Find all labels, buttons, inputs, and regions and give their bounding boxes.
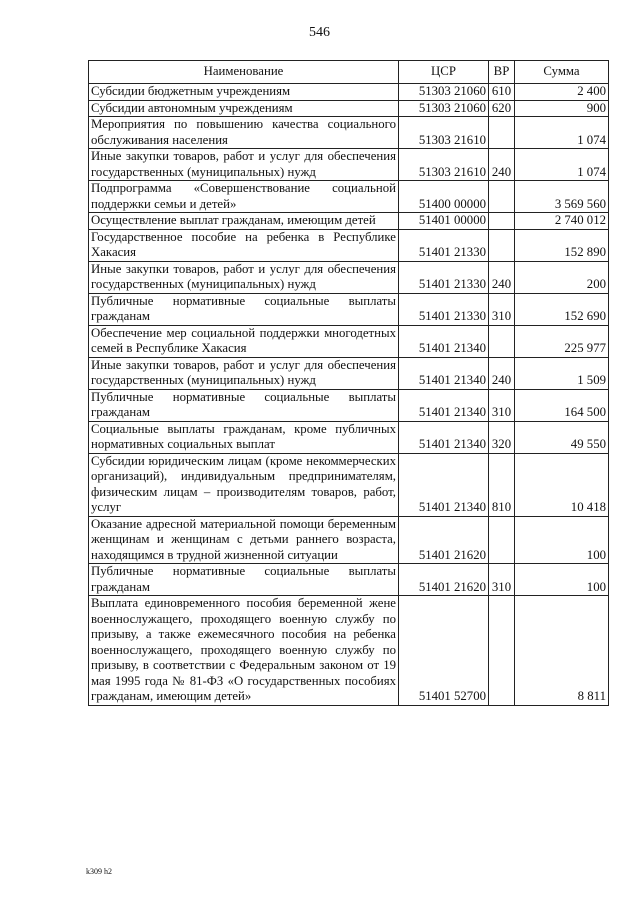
row-sum: 900 <box>515 100 609 117</box>
row-csr: 51401 21330 <box>399 293 489 325</box>
row-name: Социальные выплаты гражданам, кроме публичных нормативных социальных выплат <box>89 421 399 453</box>
row-name: Субсидии автономным учреждениям <box>89 100 399 117</box>
row-name: Иные закупки товаров, работ и услуг для обеспечения государственных (муниципальных) нужд <box>89 357 399 389</box>
row-vr: 310 <box>489 389 515 421</box>
row-sum: 10 418 <box>515 453 609 516</box>
row-vr: 620 <box>489 100 515 117</box>
row-vr <box>489 596 515 706</box>
row-sum: 152 890 <box>515 229 609 261</box>
row-vr: 310 <box>489 293 515 325</box>
row-name: Подпрограмма «Совершенствование социальной поддержки семьи и детей» <box>89 181 399 213</box>
budget-table <box>88 60 609 706</box>
table-row <box>89 516 609 564</box>
header-name: Наименование <box>89 61 399 84</box>
row-sum: 2 740 012 <box>515 213 609 230</box>
row-csr: 51401 21340 <box>399 325 489 357</box>
row-sum: 1 074 <box>515 149 609 181</box>
page-number: 546 <box>309 25 330 40</box>
table-row <box>89 453 609 516</box>
row-name: Выплата единовременного пособия беременной жене военнослужащего, проходящего военную службу по призыву, а также ежемесячного пособия на ребенка военнослужащего, проходящего военную службу по призыву, в соответствии с Федеральным законом от 19 мая 1995 года № 81-ФЗ «О государственных пособиях гражданам, имеющим детей» <box>89 596 399 706</box>
table-row <box>89 100 609 117</box>
row-csr: 51400 00000 <box>399 181 489 213</box>
row-vr: 810 <box>489 453 515 516</box>
table-row <box>89 564 609 596</box>
row-vr: 320 <box>489 421 515 453</box>
table-row <box>89 325 609 357</box>
row-csr: 51401 21620 <box>399 516 489 564</box>
row-vr: 240 <box>489 357 515 389</box>
table-row <box>89 357 609 389</box>
row-sum: 100 <box>515 564 609 596</box>
row-csr: 51303 21610 <box>399 117 489 149</box>
row-sum: 1 074 <box>515 117 609 149</box>
row-name: Субсидии бюджетным учреждениям <box>89 84 399 101</box>
header-sum: Сумма <box>515 61 609 84</box>
row-vr <box>489 229 515 261</box>
table-header-row <box>89 61 609 84</box>
table-row <box>89 389 609 421</box>
row-vr: 240 <box>489 149 515 181</box>
table-row <box>89 84 609 101</box>
row-csr: 51303 21610 <box>399 149 489 181</box>
row-sum: 152 690 <box>515 293 609 325</box>
row-name: Публичные нормативные социальные выплаты гражданам <box>89 564 399 596</box>
row-name: Иные закупки товаров, работ и услуг для обеспечения государственных (муниципальных) нужд <box>89 261 399 293</box>
header-vr: ВР <box>489 61 515 84</box>
row-vr: 310 <box>489 564 515 596</box>
header-csr: ЦСР <box>399 61 489 84</box>
row-vr <box>489 516 515 564</box>
table-row <box>89 229 609 261</box>
row-vr <box>489 213 515 230</box>
row-vr <box>489 325 515 357</box>
table-row <box>89 293 609 325</box>
row-sum: 164 500 <box>515 389 609 421</box>
row-sum: 225 977 <box>515 325 609 357</box>
row-sum: 2 400 <box>515 84 609 101</box>
row-name: Субсидии юридическим лицам (кроме некоммерческих организаций), индивидуальным предпринимателям, физическим лицам – производителям товаров, работ, услуг <box>89 453 399 516</box>
row-vr <box>489 181 515 213</box>
row-name: Обеспечение мер социальной поддержки многодетных семей в Республике Хакасия <box>89 325 399 357</box>
row-name: Публичные нормативные социальные выплаты гражданам <box>89 293 399 325</box>
row-vr: 240 <box>489 261 515 293</box>
row-sum: 49 550 <box>515 421 609 453</box>
row-csr: 51401 21340 <box>399 389 489 421</box>
row-name: Публичные нормативные социальные выплаты гражданам <box>89 389 399 421</box>
row-sum: 100 <box>515 516 609 564</box>
table-row <box>89 149 609 181</box>
row-sum: 3 569 560 <box>515 181 609 213</box>
row-sum: 8 811 <box>515 596 609 706</box>
row-sum: 200 <box>515 261 609 293</box>
row-csr: 51401 21620 <box>399 564 489 596</box>
row-csr: 51401 21340 <box>399 421 489 453</box>
table-row <box>89 117 609 149</box>
row-csr: 51401 52700 <box>399 596 489 706</box>
footer-code: k309 h2 <box>86 867 112 876</box>
row-vr <box>489 117 515 149</box>
row-csr: 51401 21330 <box>399 261 489 293</box>
row-csr: 51401 21340 <box>399 453 489 516</box>
row-csr: 51401 21330 <box>399 229 489 261</box>
row-name: Оказание адресной материальной помощи беременным женщинам и женщинам с детьми раннего возраста, находящимся в трудной жизненной ситуации <box>89 516 399 564</box>
row-name: Государственное пособие на ребенка в Республике Хакасия <box>89 229 399 261</box>
row-sum: 1 509 <box>515 357 609 389</box>
row-csr: 51401 00000 <box>399 213 489 230</box>
row-csr: 51401 21340 <box>399 357 489 389</box>
row-csr: 51303 21060 <box>399 84 489 101</box>
row-csr: 51303 21060 <box>399 100 489 117</box>
row-name: Иные закупки товаров, работ и услуг для обеспечения государственных (муниципальных) нужд <box>89 149 399 181</box>
table-row <box>89 261 609 293</box>
row-name: Осуществление выплат гражданам, имеющим детей <box>89 213 399 230</box>
row-name: Мероприятия по повышению качества социального обслуживания населения <box>89 117 399 149</box>
table-row <box>89 596 609 706</box>
table-row <box>89 181 609 213</box>
row-vr: 610 <box>489 84 515 101</box>
table-row <box>89 213 609 230</box>
table-row <box>89 421 609 453</box>
